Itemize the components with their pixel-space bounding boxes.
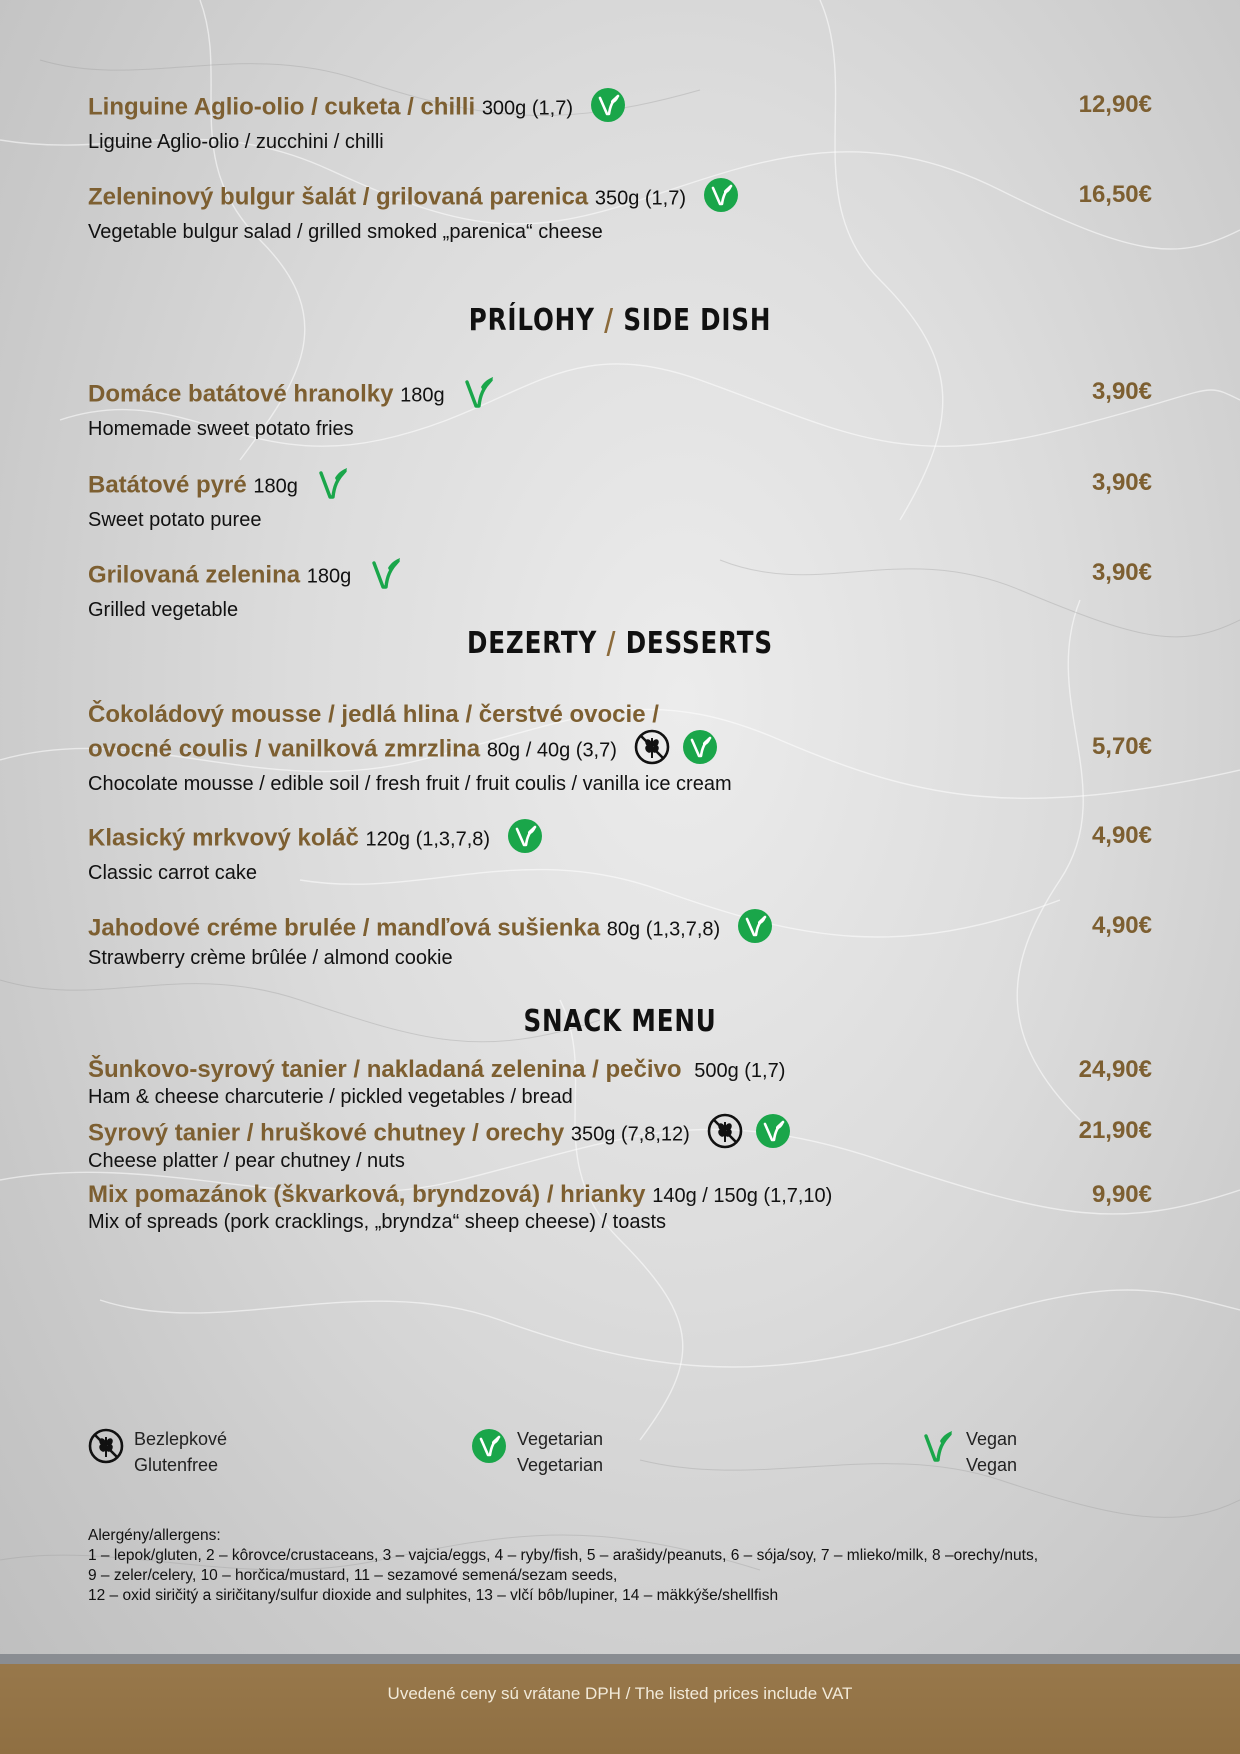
- legend-vegetarian: [471, 1426, 603, 1478]
- item-name: Batátové pyré: [88, 471, 247, 499]
- glutenfree-icon: [88, 1428, 124, 1464]
- footer-divider: [0, 1654, 1240, 1664]
- item-description: Liguine Aglio-olio / zucchini / chilli: [88, 131, 384, 153]
- item-description: Strawberry crème brûlée / almond cookie: [88, 947, 453, 969]
- item-price: 12,90€: [1078, 91, 1152, 118]
- item-name-line2: ovocné coulis / vanilková zmrzlina: [88, 735, 481, 763]
- legend-vegan: [920, 1426, 1017, 1478]
- item-price: 4,90€: [1091, 822, 1152, 849]
- allergens-line: 12 – oxid siričitý a siričitany/sulfur dioxide and sulphites, 13 – vlčí bôb/lupiner, 14 – mäkkýše/shellfish: [88, 1587, 779, 1604]
- menu-item-mousse: [88, 700, 1152, 797]
- item-description: Mix of spreads (pork cracklings, „bryndza“ sheep cheese) / toasts: [88, 1211, 667, 1233]
- section-title-snack-menu: [112, 1004, 1129, 1039]
- legend-label-en: Vegetarian: [517, 1455, 604, 1475]
- vegan-icon: [315, 465, 351, 501]
- item-weight: 350g (7,8,12): [570, 1123, 690, 1146]
- menu-item-brulee: [88, 911, 1152, 971]
- item-price: 5,70€: [1091, 733, 1152, 760]
- item-name: Klasický mrkvový koláč: [88, 824, 359, 852]
- item-name: Zeleninový bulgur šalát / grilovaná parenica: [88, 183, 589, 211]
- item-name: Mix pomazánok (škvarková, bryndzová) / hrianky: [88, 1181, 646, 1208]
- vegan-icon: [461, 374, 497, 410]
- menu-item-grilled-veg: [88, 558, 1152, 623]
- legend-label: Vegan: [966, 1429, 1018, 1449]
- vegetarian-icon: [507, 818, 543, 854]
- section-title-cz: DEZERTY: [467, 626, 598, 661]
- menu-item-ham-cheese: [88, 1055, 1152, 1110]
- section-title-desserts: [112, 626, 1129, 661]
- section-title-cz: PRÍLOHY: [468, 303, 595, 338]
- item-name: Jahodové créme brulée / mandľová sušienka: [88, 914, 601, 942]
- item-weight: 180g: [253, 475, 298, 498]
- vegetarian-icon: [682, 729, 718, 765]
- item-description: Cheese platter / pear chutney / nuts: [88, 1150, 405, 1172]
- legend-label-en: Vegan: [966, 1455, 1018, 1475]
- section-title-slash: /: [606, 626, 617, 661]
- section-title-slash: /: [604, 303, 614, 338]
- item-name: Syrový tanier / hruškové chutney / orechy: [88, 1119, 565, 1147]
- item-description: Homemade sweet potato fries: [88, 418, 354, 440]
- item-weight: 350g (1,7): [594, 187, 686, 210]
- item-weight: 300g (1,7): [481, 97, 573, 120]
- legend-glutenfree: [88, 1426, 227, 1478]
- menu-item-fries: [88, 377, 1152, 442]
- vegan-icon: [920, 1428, 956, 1464]
- item-name: Grilovaná zelenina: [88, 561, 301, 589]
- section-title-text: SNACK MENU: [523, 1004, 717, 1039]
- item-price: 24,90€: [1078, 1056, 1152, 1083]
- footer-vat-note: Uvedené ceny sú vrátane DPH / The listed prices include VAT: [387, 1684, 853, 1703]
- item-name: Linguine Aglio-olio / cuketa / chilli: [88, 93, 476, 121]
- vegetarian-icon: [737, 908, 773, 944]
- vegetarian-icon: [703, 177, 739, 213]
- item-price: 21,90€: [1078, 1117, 1152, 1144]
- item-name: Šunkovo-syrový tanier / nakladaná zelenina / pečivo: [88, 1056, 682, 1083]
- item-price: 3,90€: [1091, 559, 1152, 586]
- menu-item-spreads: [88, 1180, 1152, 1235]
- vegetarian-icon: [755, 1113, 791, 1149]
- item-weight: 180g: [400, 384, 445, 407]
- section-title-en: SIDE DISH: [623, 303, 772, 338]
- item-price: 3,90€: [1091, 378, 1152, 405]
- allergens-note: [88, 1526, 1168, 1606]
- item-price: 3,90€: [1091, 469, 1152, 496]
- allergens-title: Alergény/allergens:: [88, 1527, 221, 1544]
- item-name-line1: Čokoládový mousse / jedlá hlina / čerstvé ovocie /: [88, 701, 659, 728]
- glutenfree-icon: [634, 729, 670, 765]
- item-weight: 180g: [306, 565, 352, 588]
- vegetarian-icon: [471, 1428, 507, 1464]
- item-price: 16,50€: [1078, 181, 1152, 208]
- item-price: 4,90€: [1091, 912, 1152, 939]
- item-price: 9,90€: [1091, 1181, 1152, 1208]
- allergens-line: 1 – lepok/gluten, 2 – kôrovce/crustaceans, 3 – vajcia/eggs, 4 – ryby/fish, 5 – arašidy/peanuts, 6 – sója/soy, 7 – mlieko/milk, 8 –orechy/nuts,: [88, 1547, 1039, 1564]
- item-description: Chocolate mousse / edible soil / fresh fruit / fruit coulis / vanilla ice cream: [88, 773, 732, 795]
- menu-item-cheese-platter: [88, 1116, 1152, 1174]
- legend-label: Vegetarian: [517, 1429, 604, 1449]
- allergens-line: 9 – zeler/celery, 10 – horčica/mustard, 11 – sezamové semená/sezam seeds,: [88, 1567, 618, 1584]
- legend-label: Bezlepkové: [134, 1429, 228, 1449]
- item-weight: 140g / 150g (1,7,10): [652, 1185, 833, 1207]
- item-description: Sweet potato puree: [88, 509, 262, 531]
- vegetarian-icon: [590, 87, 626, 123]
- menu-item-linguine: [88, 90, 1152, 155]
- legend-label-en: Glutenfree: [134, 1455, 219, 1475]
- item-description: Ham & cheese charcuterie / pickled vegetables / bread: [88, 1086, 573, 1108]
- section-title-side-dish: [112, 303, 1129, 338]
- menu-item-bulgur: [88, 180, 1152, 245]
- item-description: Classic carrot cake: [88, 862, 257, 884]
- item-description: Grilled vegetable: [88, 599, 239, 621]
- menu-item-puree: [88, 468, 1152, 533]
- footer-bar: [0, 1664, 1240, 1754]
- glutenfree-icon: [707, 1113, 743, 1149]
- item-weight: 120g (1,3,7,8): [365, 828, 491, 851]
- item-weight: 80g / 40g (3,7): [486, 739, 617, 762]
- vegan-icon: [368, 555, 404, 591]
- item-weight: 80g (1,3,7,8): [606, 918, 721, 941]
- item-name: Domáce batátové hranolky: [88, 380, 394, 408]
- item-weight: 500g (1,7): [694, 1060, 786, 1082]
- menu-item-carrot-cake: [88, 821, 1152, 886]
- item-description: Vegetable bulgur salad / grilled smoked „parenica“ cheese: [88, 221, 603, 243]
- section-title-en: DESSERTS: [625, 626, 773, 661]
